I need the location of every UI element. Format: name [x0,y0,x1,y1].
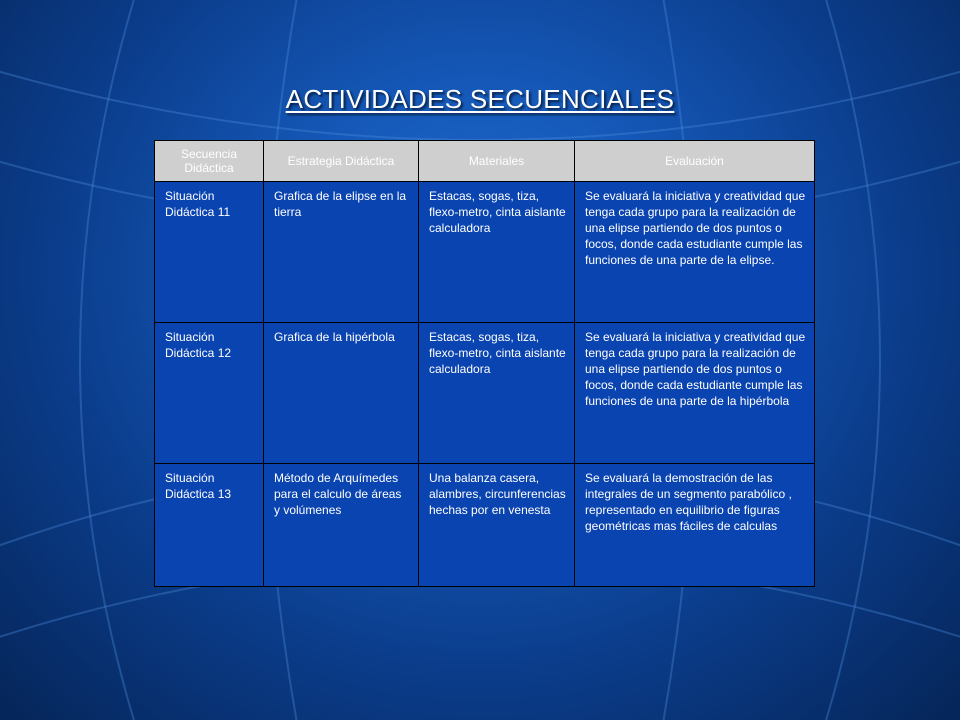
table-row [155,464,815,587]
cell-secuencia: Situación Didáctica 12 [155,323,264,464]
slide-title: ACTIVIDADES SECUENCIALES [285,84,675,114]
cell-estrategia: Método de Arquímedes para el calculo de áreas y volúmenes [264,464,419,587]
cell-evaluacion: Se evaluará la iniciativa y creatividad que tenga cada grupo para la realización de una elipse partiendo de dos puntos o focos, donde cada estudiante cumple las funciones de una parte de la hipérbola [575,323,815,464]
cell-estrategia: Grafica de la hipérbola [264,323,419,464]
cell-secuencia: Situación Didáctica 13 [155,464,264,587]
header-secuencia: Secuencia Didáctica [155,141,264,182]
table-header-row [155,141,815,182]
cell-materiales: Estacas, sogas, tiza, flexo-metro, cinta aislante calculadora [419,323,575,464]
table-row [155,323,815,464]
header-evaluacion: Evaluación [575,141,815,182]
table-row [155,182,815,323]
cell-evaluacion: Se evaluará la demostración de las integrales de un segmento parabólico , representado en equilibrio de figuras geométricas mas fáciles de calculas [575,464,815,587]
header-estrategia: Estrategia Didáctica [264,141,419,182]
header-materiales: Materiales [419,141,575,182]
cell-estrategia: Grafica de la elipse en la tierra [264,182,419,323]
cell-secuencia: Situación Didáctica 11 [155,182,264,323]
cell-materiales: Una balanza casera, alambres, circunferencias hechas por en venesta [419,464,575,587]
activities-table [154,140,815,587]
cell-materiales: Estacas, sogas, tiza, flexo-metro, cinta aislante calculadora [419,182,575,323]
cell-evaluacion: Se evaluará la iniciativa y creatividad que tenga cada grupo para la realización de una elipse partiendo de dos puntos o focos, donde cada estudiante cumple las funciones de una parte de la elipse. [575,182,815,323]
